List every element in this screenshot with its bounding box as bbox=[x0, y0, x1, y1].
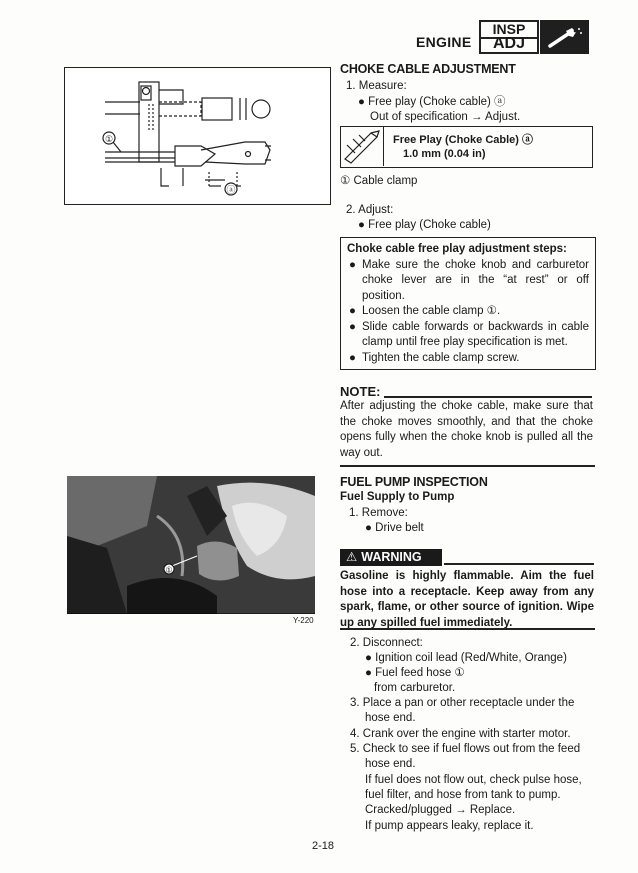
list-item: ● Make sure the choke knob and carburetor choke lever are in the “at rest” or off position. bbox=[349, 258, 589, 302]
fuel-item2b: ● Fuel feed hose ① bbox=[365, 667, 465, 679]
warning-label: WARNING bbox=[361, 550, 422, 564]
choke-out-of-spec: Out of specification → Adjust. bbox=[370, 111, 521, 123]
diagram-freeplay-label: ⓐ bbox=[226, 185, 236, 195]
choke-item2: ● Free play (Choke cable) bbox=[358, 219, 491, 231]
wrench-tool-icon bbox=[540, 20, 589, 54]
section-divider bbox=[340, 465, 595, 467]
warning-badge bbox=[340, 549, 442, 566]
list-item: ● Loosen the cable clamp ①. bbox=[349, 305, 501, 317]
choke-title: CHOKE CABLE ADJUSTMENT bbox=[340, 62, 516, 76]
cable-clamp-label: ① Cable clamp bbox=[340, 175, 418, 187]
fuel-step3: 3. Place a pan or other receptacle under the bbox=[350, 697, 575, 709]
diagram-clamp-label: ① bbox=[104, 134, 114, 144]
tab-insp-label: INSP bbox=[481, 22, 537, 39]
fuel-step5: 5. Check to see if fuel flows out from the feed bbox=[350, 743, 581, 755]
fuel-item2b-cont: from carburetor. bbox=[374, 682, 456, 694]
section-title: ENGINE bbox=[416, 34, 472, 50]
page-number: 2-18 bbox=[312, 840, 335, 852]
fuel-step4: 4. Crank over the engine with starter motor. bbox=[350, 728, 571, 740]
fuel-item2a: ● Ignition coil lead (Red/White, Orange) bbox=[365, 652, 567, 664]
fuel-step2: 2. Disconnect: bbox=[350, 637, 423, 649]
fuel-step1: 1. Remove: bbox=[349, 507, 408, 519]
fuel-step3-cont: hose end. bbox=[365, 712, 416, 724]
warning-triangle-icon: ⚠ bbox=[346, 550, 358, 564]
fuel-step5-cont: hose end. bbox=[365, 758, 416, 770]
fuel-title: FUEL PUMP INSPECTION bbox=[340, 475, 488, 489]
fuel-para-1: If fuel does not flow out, check pulse hose, bbox=[365, 774, 582, 786]
spec-box bbox=[340, 126, 593, 168]
list-item: ● Slide cable forwards or backwards in cable clamp until free play specification is met. bbox=[349, 320, 589, 348]
fuel-pump-photo bbox=[67, 476, 315, 614]
spec-line1: Free Play (Choke Cable) ⓐ bbox=[393, 134, 533, 146]
fuel-item1: ● Drive belt bbox=[365, 522, 424, 534]
warning-rule bbox=[444, 563, 594, 565]
warning-text: Gasoline is highly flammable. Aim the fuel hose into a receptacle. Keep away from any spark, flame, or other source of ignition. Wipe up any spilled fuel immediately. bbox=[340, 570, 594, 629]
adjustment-steps-box bbox=[340, 237, 596, 370]
insp-adj-tab bbox=[479, 20, 539, 54]
tab-adj-label: ADJ bbox=[492, 35, 525, 52]
photo-caption: Y-220 bbox=[293, 616, 314, 625]
choke-step1: 1. Measure: bbox=[346, 80, 407, 92]
choke-item1: ● Free play (Choke cable) ⓐ bbox=[358, 96, 506, 108]
note-label: NOTE: bbox=[340, 384, 381, 399]
spec-line2: 1.0 mm (0.04 in) bbox=[403, 148, 486, 160]
choke-step2: 2. Adjust: bbox=[346, 204, 394, 216]
note-text: After adjusting the choke cable, make sure that the choke moves smoothly, and that the choke opens fully when the choke knob is pulled all the way out. bbox=[340, 400, 593, 459]
steps-title: Choke cable free play adjustment steps: bbox=[347, 243, 567, 255]
fuel-para-2: fuel filter, and hose from tank to pump. bbox=[365, 789, 561, 801]
note-rule bbox=[384, 396, 592, 398]
list-item: ● Tighten the cable clamp screw. bbox=[349, 351, 520, 364]
warning-bottom-rule bbox=[340, 628, 595, 630]
fuel-para-3: Cracked/plugged → Replace. bbox=[365, 804, 516, 816]
fuel-para-4: If pump appears leaky, replace it. bbox=[365, 820, 534, 832]
photo-callout-label: ① bbox=[165, 565, 173, 575]
caliper-spec-icon bbox=[341, 127, 384, 166]
choke-cable-diagram bbox=[64, 67, 331, 205]
fuel-subtitle: Fuel Supply to Pump bbox=[340, 491, 455, 503]
